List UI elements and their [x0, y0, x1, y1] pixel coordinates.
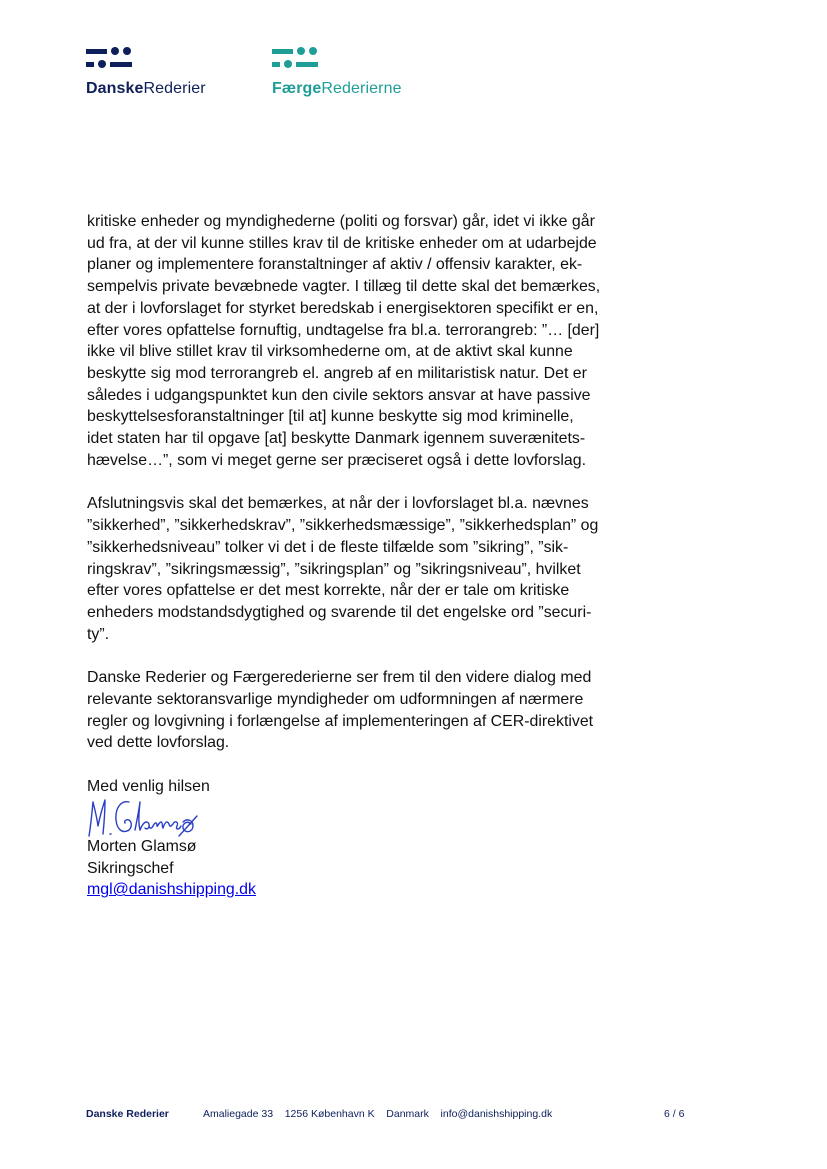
text-line: Afslutningsvis skal det bemærkes, at når der i lovforslaget bl.a. nævnes	[87, 495, 589, 513]
text-line: ty”.	[87, 625, 110, 643]
text-line: således i udgangspunktet kun den civile sektors ansvar at have passive	[87, 386, 591, 404]
text-line: efter vores opfattelse er det mest korrekte, når der er tale om kritiske	[87, 582, 570, 600]
page-number: 6 / 6	[664, 1108, 685, 1120]
text-line: ved dette lovforslag.	[87, 734, 230, 752]
text-line: kritiske enheder og myndighederne (politi og forsvar) går, idet vi ikke går	[87, 213, 595, 230]
paragraph-3	[87, 667, 647, 754]
letter-body	[87, 211, 647, 901]
email-link[interactable]: mgl@danishshipping.dk	[87, 881, 256, 899]
text-line: beskyttelsesforanstaltninger [til at] kunne beskytte sig mod kriminelle,	[87, 408, 574, 426]
text-line: hævelse…”, som vi meget gerne ser præciseret også i dette lovforslag.	[87, 451, 587, 469]
text-line: ”sikkerhedsniveau” tolker vi det i de fleste tilfælde som ”sikring”, ”sik-	[87, 538, 569, 556]
logo-wordmark: FærgeRederierne	[272, 80, 402, 97]
text-line: idet staten har til opgave [at] beskytte Danmark igennem suverænitets-	[87, 430, 586, 448]
text-line: Danske Rederier og Færgerederierne ser frem til den videre dialog med	[87, 669, 592, 687]
text-line: efter vores opfattelse fornuftig, undtagelse fra bl.a. terrorangreb: ”… [der]	[87, 321, 600, 339]
text-line: ikke vil blive stillet krav til virksomhederne om, at de aktivt skal kunne	[87, 343, 573, 361]
closing-block	[87, 776, 647, 901]
greeting: Med venlig hilsen	[87, 778, 210, 796]
text-line: relevante sektoransvarlige myndigheder om udformningen af nærmere	[87, 691, 584, 709]
handwritten-signature	[83, 796, 233, 840]
text-line: ”sikkerhed”, ”sikkerhedskrav”, ”sikkerhedsmæssige”, ”sikkerhedsplan” og	[87, 517, 599, 535]
text-line: ringskrav”, ”sikringsmæssig”, ”sikringsplan” og ”sikringsniveau”, hvilket	[87, 560, 581, 578]
text-line: at der i lovforslaget for styrket beredskab i energisektoren specifikt er en,	[87, 299, 599, 317]
footer-address: Amaliegade 33 1256 København K Danmark info@danishshipping.dk	[203, 1108, 553, 1120]
footer-brand: Danske Rederier	[86, 1108, 169, 1120]
logo-wordmark: DanskeRederier	[86, 80, 206, 97]
text-line: enheders modstandsdygtighed og svarende til det engelske ord ”securi-	[87, 603, 592, 621]
text-line: ud fra, at der vil kunne stilles krav til de kritiske enheder om at udarbejde	[87, 234, 597, 252]
text-line: regler og lovgivning i forlængelse af implementeringen af CER-direktivet	[87, 712, 594, 730]
signer-name: Morten Glamsø	[87, 837, 197, 855]
signer-title: Sikringschef	[87, 859, 174, 877]
paragraph-2	[87, 493, 647, 645]
text-line: beskytte sig mod terrorangreb el. angreb af en militaristisk natur. Det er	[87, 364, 587, 382]
text-line: planer og implementere foranstaltninger af aktiv / offensiv karakter, ek-	[87, 256, 583, 274]
text-line: sempelvis private bevæbnede vagter. I tillæg til dette skal det bemærkes,	[87, 278, 601, 296]
paragraph-1	[87, 211, 647, 471]
